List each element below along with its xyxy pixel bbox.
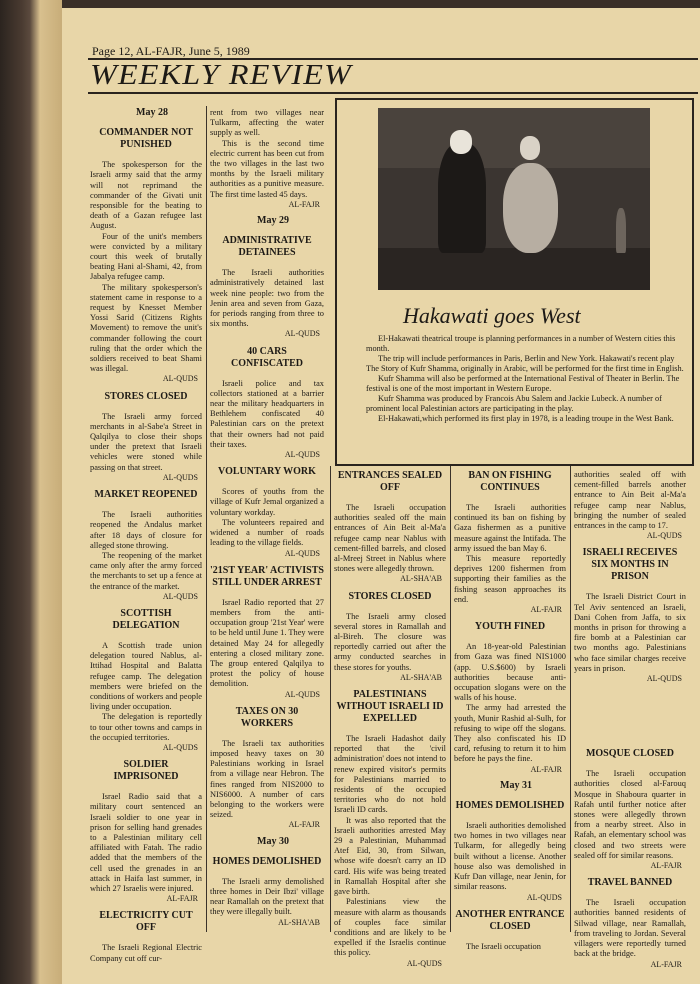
- headline: PALESTINIANS WITHOUT ISRAELI ID EXPELLED: [336, 689, 444, 725]
- paragraph: The Israeli District Court in Tel Aviv sentenced an Israeli, Dani Cohen from Jaffa, to six months in prison for throwing a fire bomb at a Palestinian car two months ago. Palestinians who face similar charges receive years in prison.: [574, 592, 686, 673]
- headline: ADMINISTRATIVE DETAINEES: [222, 235, 312, 259]
- date-heading: May 30: [257, 835, 289, 847]
- paragraph: The trip will include performances in Paris, Berlin and New York. Hakawati's recent play The Story of Kufr Shamma, originally in Arabic, will be performed for the first time in English.: [366, 354, 684, 373]
- page-header: Page 12, AL-FAJR, June 5, 1989: [92, 44, 250, 58]
- paragraph: Israeli authorities demolished two homes in two villages near Tulkarm, for allegedly being built without a license. Another house also was demolished in Kufr Dan village, near Jenin, for similar reasons.: [454, 821, 566, 892]
- headline: COMMANDER NOT PUNISHED: [99, 127, 193, 151]
- source-credit: AL-QUDS: [284, 329, 320, 339]
- source-credit: AL-QUDS: [526, 892, 562, 902]
- headline: HOMES DEMOLISHED: [212, 855, 322, 867]
- headline: SCOTTISH DELEGATION: [112, 607, 180, 631]
- source-credit: AL-QUDS: [646, 531, 682, 541]
- column-divider: [570, 466, 571, 932]
- headline: VOLUNTARY WORK: [218, 466, 316, 478]
- paragraph: The Israeli Regional Electric Company cut off cur-: [90, 943, 202, 963]
- headline: SOLDIER IMPRISONED: [113, 759, 179, 783]
- headline: ANOTHER ENTRANCE CLOSED: [455, 908, 565, 932]
- paragraph: Israel Radio reported that 27 members from the anti-occupation group '21st Year' were to be held until June 1. They were detained May 24 for allegedly entering a closed military zone. The group entered Qalqilya to protest the policy of house demolition.: [210, 597, 324, 689]
- headline: YOUTH FINED: [474, 621, 546, 633]
- column-divider: [206, 106, 207, 932]
- column-3: [334, 470, 446, 975]
- paragraph: Palestinians view the measure with alarm as thousands of couples face similar conditions and are likely to be expelled if the Israelis continue this policy.: [334, 897, 446, 958]
- feature-body: [366, 334, 684, 424]
- column-5: [574, 470, 686, 976]
- source-credit: AL-FAJR: [650, 959, 682, 969]
- paragraph: El-Hakawati theatrical troupe is planning performances in a number of Western cities this month.: [366, 334, 676, 353]
- headline: HOMES DEMOLISHED: [455, 800, 565, 812]
- source-credit: AL-FAJR: [288, 820, 320, 830]
- paragraph: El-Hakawati,which performed its first play in 1978, is a leading troupe in the West Bank.: [378, 414, 674, 423]
- paragraph: It was also reported that the Israeli authorities arrested May 29 a Palestinian, Muhammad Atef Eid, 30, from Silwan, whose wife doesn't carry an ID card. His wife was being treated in Ramallah Hospital after she gave birth.: [334, 815, 446, 897]
- paragraph: This is the second time electric current has been cut from the two villages in the last two months by the Israeli military authorities as a punitive measure. The first time lasted 45 days.: [210, 138, 324, 199]
- source-credit: AL-SHA'AB: [400, 672, 442, 682]
- paragraph: Four of the unit's members were convicted by a military court this week of brutally beating Hani al-Shami, 42, from Jabalya refugee camp.: [90, 231, 202, 282]
- source-credit: AL-QUDS: [406, 958, 442, 968]
- paragraph: The army had arrested the youth, Munir Rashid al-Sulh, for refusing to wipe off the slogans. They also confiscated his ID card, refusing to return it to him before he pays the fine.: [454, 703, 566, 764]
- paragraph: The delegation is reportedly to tour other towns and camps in the occupied territories.: [90, 712, 202, 742]
- headline: TAXES ON 30 WORKERS: [235, 705, 299, 729]
- paragraph: Israeli police and tax collectors stationed at a barrier near the military headquarters in Bethlehem confiscated 40 Palestinian cars on the pretext that their owners had not paid their taxes.: [210, 378, 324, 449]
- date-heading: May 29: [257, 215, 289, 227]
- paragraph: Kufr Shamma will also be performed at the International Festival of Theater in Berlin. The festival is one of the most important in Western Europe.: [366, 374, 680, 393]
- paragraph: rent from two villages near Tulkarm, affecting the water supply as well.: [210, 108, 324, 138]
- paragraph: The Israeli occupation authorities banned residents of Silwad village, near Ramallah, from traveling to Jordan. Several villagers were reportedly turned back at the bridge.: [574, 898, 686, 959]
- paragraph: The reopening of the market came only after the army forced the merchants to set up a fence at the entrance of the market.: [90, 550, 202, 591]
- paragraph: The Israeli authorities reopened the Andalus market after 18 days of closure for alleged stone throwing.: [90, 510, 202, 550]
- headline: '21ST YEAR' ACTIVISTS STILL UNDER ARREST: [210, 564, 324, 588]
- source-credit: AL-SHA'AB: [278, 917, 320, 927]
- source-credit: AL-QUDS: [284, 548, 320, 558]
- paragraph: The Israeli army forced merchants in al-Sabe'a Street in Qalqilya to close their shops under the pretext that Israeli vehicles were stoned while passing on that street.: [90, 411, 202, 472]
- paragraph: The Israeli tax authorities imposed heavy taxes on 30 Palestinians working in Israel from a village near Hebron. The fines ranged from NIS2000 to NIS6000. A number of cars belonging to the workers were seized.: [210, 738, 324, 820]
- paragraph: Scores of youths from the village of Kufr Jemal organized a voluntary workday.: [210, 487, 324, 517]
- headline: MARKET REOPENED: [94, 489, 198, 501]
- source-credit: AL-QUDS: [646, 674, 682, 684]
- paragraph: The Israeli authorities continued its ban on fishing by Gaza fishermen as a punitive measure against the Intifada. The army issued the ban May 6.: [454, 503, 566, 553]
- column-4: [454, 470, 566, 952]
- paragraph: The Israeli army demolished three homes in Deir Ibzi' village near Ramallah on the pretext that they were illegally built.: [210, 876, 324, 917]
- headline: BAN ON FISHING CONTINUES: [468, 470, 552, 493]
- paragraph: The Israeli authorities administratively detained last week nine people: two from the Jenin area and seven from Gaza, for periods ranging from three to six months.: [210, 268, 324, 329]
- date-heading: May 31: [500, 779, 532, 791]
- headline: 40 CARS CONFISCATED: [230, 345, 304, 369]
- paragraph: authorities sealed off with cement-filled barrels another entrance to Ain Beit al-Ma'a refugee camp near Nablus, bringing the number of sealed entrances in the camp to 17.: [574, 470, 686, 531]
- paragraph: The Israeli army closed several stores in Ramallah and al-Bireh. The closure was reportedly carried out after the army conducted searches in these stores for youths.: [334, 611, 446, 672]
- paragraph: This measure reportedly deprives 1200 fishermen from supporting their families as the fishing season approaches its end.: [454, 554, 566, 604]
- headline: STORES CLOSED: [104, 390, 188, 402]
- column-2: [210, 108, 324, 934]
- headline: ISRAELI RECEIVES SIX MONTHS IN PRISON: [582, 547, 678, 583]
- source-credit: AL-QUDS: [162, 742, 198, 752]
- source-credit: AL-FAJR: [530, 605, 562, 615]
- paragraph: Israel Radio said that a military court sentenced an Israeli soldier to one year in prison for selling hand grenades to a Palestinian military cell affiliated with Fatah. The radio added that the members of the cell used the grenades in an attack in Haifa last summer, in which 27 Israelis were injured.: [90, 792, 202, 893]
- section-title: WEEKLY REVIEW: [90, 60, 353, 91]
- source-credit: AL-QUDS: [284, 450, 320, 460]
- paragraph: An 18-year-old Palestinian from Gaza was fined NIS1000 (app. U.S.$600) by Israeli authorities because anti-occupation slogans were on the walls of his house.: [454, 642, 566, 703]
- paragraph: The Israeli occupation authorities sealed off the main entrances of Ain Beit al-Ma'a refugee camp near Nablus with cement-filled barrels, and closed al-Mreej Street in Nablus where stones were allegedly thrown.: [334, 503, 446, 574]
- headline: ENTRANCES SEALED OFF: [337, 470, 443, 493]
- date-heading: May 28: [136, 107, 168, 118]
- source-credit: AL-QUDS: [162, 472, 198, 482]
- headline: STORES CLOSED: [348, 590, 432, 602]
- theatre-photo: [378, 108, 650, 290]
- paragraph: Kufr Shamma was produced by Francois Abu Salem and Jackie Lubeck. A number of prominent local Palestinian actors are participating in the play.: [366, 394, 662, 413]
- column-divider: [450, 466, 451, 932]
- source-credit: AL-FAJR: [288, 199, 320, 209]
- source-credit: AL-QUDS: [162, 374, 198, 384]
- book-binding: [0, 0, 62, 984]
- paragraph: The Israeli occupation authorities closed al-Farouq Mosque in Shaboura quarter in Rafah until further notice after stones were allegedly thrown from a nearby street. Also in Rafah, an elementary school was closed and two streets were sealed off for similar reasons.: [574, 769, 686, 860]
- column-1: [90, 108, 202, 964]
- column-divider: [330, 466, 331, 932]
- paragraph: The military spokesperson's statement came in response to a request by Knesset Member Yossi Sarid (Citizens Rights Movement) to remove the unit's commander following the court ruling that the order which the soldiers received to beat Shami was illegal.: [90, 282, 202, 374]
- paragraph: The spokesperson for the Israeli army said that the army will not reprimand the commander of the Givati unit responsible for the beating to death of a Gazan refugee last August.: [90, 160, 202, 231]
- headline: ELECTRICITY CUT OFF: [99, 910, 193, 934]
- source-credit: AL-FAJR: [530, 764, 562, 774]
- source-credit: AL-FAJR: [166, 894, 198, 904]
- source-credit: AL-QUDS: [284, 689, 320, 699]
- source-credit: AL-SHA'AB: [400, 574, 442, 584]
- paragraph: The volunteers repaired and widened a number of roads leading to the village fields.: [210, 517, 324, 548]
- paragraph: The Israeli Hadashot daily reported that the 'civil administration' does not intend to renew expired visitor's permits for Palestinians married to residents of the occupied territories who do not hold Israeli ID cards.: [334, 734, 446, 815]
- title-rule: [88, 92, 698, 94]
- headline: TRAVEL BANNED: [587, 877, 673, 889]
- paragraph: The Israeli occupation: [466, 941, 541, 951]
- paragraph: A Scottish trade union delegation toured Nablus, al-Ittihad Hospital and Balatta refugee camp. The delegation members were briefed on the conditions of workers and people living under occupation.: [90, 640, 202, 712]
- feature-headline: Hakawati goes West: [403, 303, 581, 328]
- source-credit: AL-FAJR: [650, 861, 682, 871]
- headline: MOSQUE CLOSED: [585, 748, 675, 760]
- source-credit: AL-QUDS: [162, 591, 198, 601]
